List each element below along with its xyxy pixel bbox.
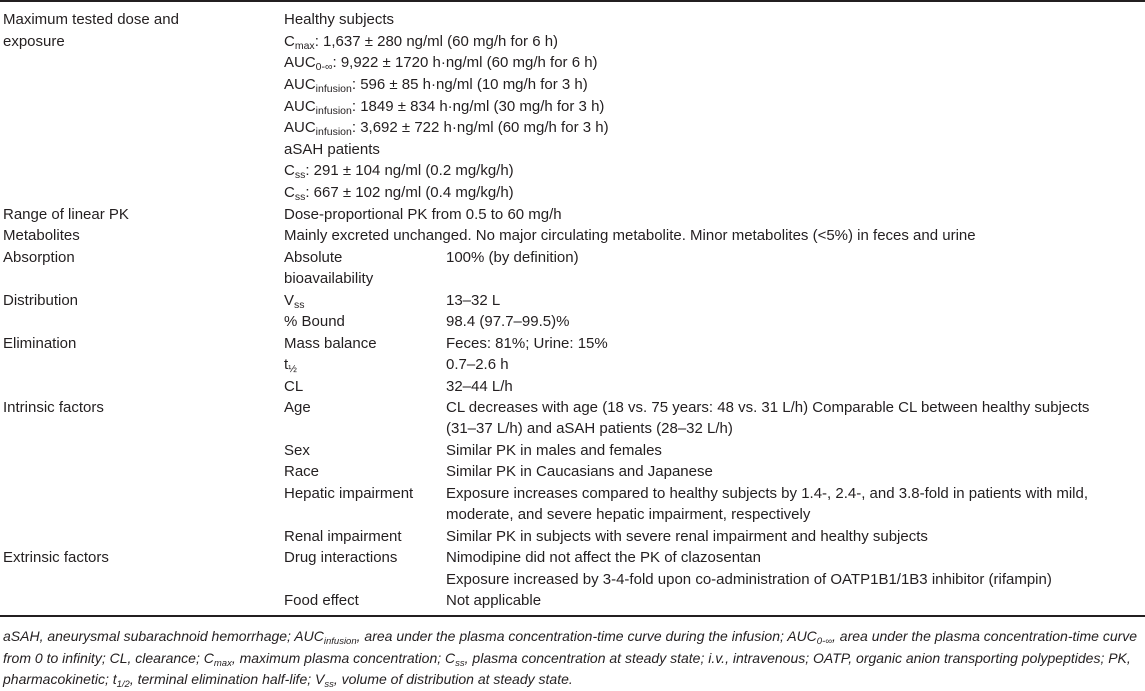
age-label: Age: [284, 399, 311, 416]
sex-value: Similar PK in males and females: [446, 442, 662, 459]
row-label-linear-pk: Range of linear PK: [3, 206, 129, 223]
vss-sub: ss: [294, 299, 305, 311]
row-label-distribution: Distribution: [3, 292, 79, 309]
auc-infusion-value-2: : 1849 ± 834 h·ng/ml (30 mg/h for 3 h): [351, 98, 605, 115]
auc-infusion-entry-2: $AUC_{infusion}$: 1849 ± 834 h·ng/ml (30 mg/h for 3 h): [284, 98, 605, 117]
age-value-line1: CL decreases with age (18 vs. 75 years: 48 vs. 31 L/h) Comparable CL between healthy subjects: [446, 399, 1090, 416]
footnote-sub: infusion: [323, 636, 357, 647]
thalf-label: $t_{\frac{1}{2}}$: [284, 356, 297, 375]
renal-label: Renal impairment: [284, 528, 402, 545]
footnote-part: , terminal elimination half-life; V: [129, 671, 325, 687]
footnote-part: , maximum plasma concentration; C: [231, 649, 456, 666]
footnote-part: , plasma concentration at steady state; i.v., intravenous; OATP, organic anion transporting polypeptides; PK, pharmacokinetic; t: [3, 649, 1131, 687]
row-label-extrinsic: Extrinsic factors: [3, 549, 109, 566]
thalf-value: 0.7–2.6 h: [446, 356, 509, 373]
row-label-intrinsic: Intrinsic factors: [3, 399, 104, 416]
auc-infusion-sub-2: infusion: [315, 105, 352, 117]
table-footnote: [3, 626, 1138, 691]
hepatic-value-line2: moderate, and severe hepatic impairment, respectively: [446, 506, 811, 523]
auc-inf-sub: 0-∞: [315, 61, 333, 73]
css-entry-2: $C_{ss}$: 667 ± 102 ng/ml (0.4 mg/kg/h): [284, 184, 514, 203]
drug-interactions-value-line1: Nimodipine did not affect the PK of clazosentan: [446, 549, 761, 566]
food-effect-label: Food effect: [284, 592, 359, 609]
cl-value: 32–44 L/h: [446, 378, 513, 395]
table-top-rule: [0, 0, 1145, 2]
auc-inf-entry: $AUC_{0-\infty}$: 9,922 ± 1720 h·ng/ml (60 mg/h for 6 h): [284, 54, 598, 73]
auc-infusion-entry-1: $AUC_{infusion}$: 596 ± 85 h·ng/ml (10 mg/h for 3 h): [284, 76, 588, 95]
row-label-metabolites: Metabolites: [3, 227, 80, 244]
table-bottom-rule: [0, 615, 1145, 617]
auc-infusion-value-3: : 3,692 ± 722 h·ng/ml (60 mg/h for 3 h): [351, 119, 609, 136]
healthy-subjects-heading: Healthy subjects: [284, 11, 395, 28]
asah-patients-heading: aSAH patients: [284, 141, 380, 158]
footnote-sub: ss: [455, 657, 465, 669]
footnote-part: , area under the plasma concentration-time curve during the infusion; AUC: [356, 628, 817, 644]
css-entry-1: $C_{ss}$: 291 ± 104 ng/ml (0.2 mg/kg/h): [284, 162, 514, 181]
hepatic-value-line1: Exposure increases compared to healthy subjects by 1.4-, 2.4-, and 3.8-fold in patients with mild,: [446, 485, 1089, 502]
cmax-sub: max: [294, 40, 315, 52]
footnote-part: aSAH, aneurysmal subarachnoid hemorrhage; AUC: [3, 628, 324, 644]
auc-infusion-sub-3: infusion: [315, 126, 352, 138]
auc-inf-value: : 9,922 ± 1720 h·ng/ml (60 mg/h for 6 h): [332, 54, 598, 71]
footnote-sub: ss: [324, 679, 334, 690]
cmax-entry: $C_{max}$: 1,637 ± 280 ng/ml (60 mg/h for 6 h): [284, 33, 559, 52]
mass-balance-label: Mass balance: [284, 335, 377, 352]
food-effect-value: Not applicable: [446, 592, 542, 609]
auc-infusion-sub-1: infusion: [315, 83, 352, 95]
absorption-param-line1: Absolute: [284, 249, 343, 266]
linear-pk-value: Dose-proportional PK from 0.5 to 60 mg/h: [284, 206, 562, 223]
footnote-sub: 1/2: [116, 679, 130, 690]
mass-balance-value: Feces: 81%; Urine: 15%: [446, 335, 608, 352]
vss-value: 13–32 L: [446, 292, 501, 309]
bound-label: % Bound: [284, 313, 345, 330]
sex-label: Sex: [284, 442, 310, 459]
thalf-sub: ½: [288, 363, 297, 375]
css-sub-2: ss: [294, 191, 306, 203]
css-value-2: : 667 ± 102 ng/ml (0.4 mg/kg/h): [305, 184, 514, 201]
absorption-param-line2: bioavailability: [284, 270, 374, 287]
cmax-value: : 1,637 ± 280 ng/ml (60 mg/h for 6 h): [314, 33, 559, 50]
footnote-part: , volume of distribution at steady state.: [333, 671, 573, 687]
drug-interactions-label: Drug interactions: [284, 549, 398, 566]
hepatic-label: Hepatic impairment: [284, 485, 414, 502]
auc-infusion-entry-3: $AUC_{infusion}$: 3,692 ± 722 h·ng/ml (60 mg/h for 3 h): [284, 119, 609, 138]
row-label-max-dose-line2: exposure: [3, 33, 65, 50]
renal-value: Similar PK in subjects with severe renal impairment and healthy subjects: [446, 528, 928, 545]
css-value-1: : 291 ± 104 ng/ml (0.2 mg/kg/h): [305, 162, 514, 179]
row-label-max-dose-line1: Maximum tested dose and: [3, 11, 179, 28]
race-value: Similar PK in Caucasians and Japanese: [446, 463, 713, 480]
footnote-sub: max: [213, 657, 232, 669]
drug-interactions-value-line2: Exposure increased by 3-4-fold upon co-administration of OATP1B1/1B3 inhibitor (rifampin): [446, 571, 1052, 588]
row-label-absorption: Absorption: [3, 249, 75, 266]
age-value-line2: (31–37 L/h) and aSAH patients (28–32 L/h): [446, 420, 733, 437]
footnote-sub: 0-∞: [816, 636, 833, 647]
auc-infusion-value-1: : 596 ± 85 h·ng/ml (10 mg/h for 3 h): [351, 76, 588, 93]
vss-label: $V_{ss}$: [284, 292, 305, 311]
metabolites-value: Mainly excreted unchanged. No major circulating metabolite. Minor metabolites (<5%) in feces and urine: [284, 227, 976, 244]
cl-label: CL: [284, 378, 304, 395]
row-label-elimination: Elimination: [3, 335, 77, 352]
race-label: Race: [284, 463, 320, 480]
footnote-part: , area under the plasma concentration-time curve from 0 to infinity; CL, clearance; C: [3, 628, 1138, 666]
absorption-value: 100% (by definition): [446, 249, 579, 266]
css-sub-1: ss: [294, 169, 306, 181]
bound-value: 98.4 (97.7–99.5)%: [446, 313, 570, 330]
